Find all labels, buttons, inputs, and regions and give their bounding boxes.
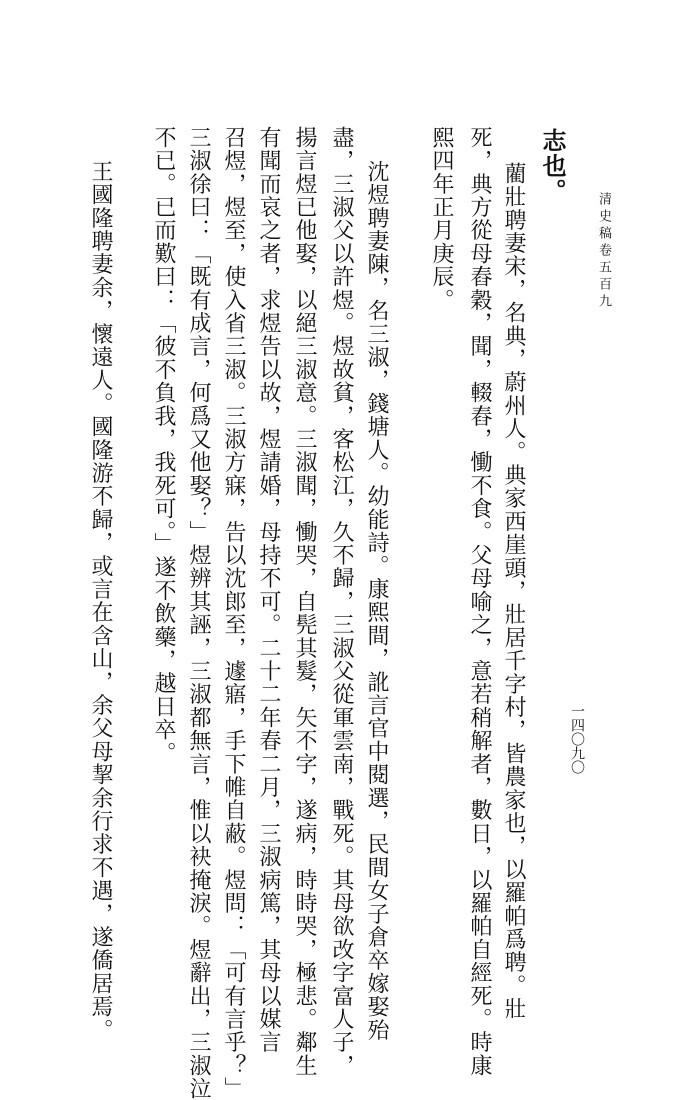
- text-column-4: 熙四年正月庚辰。: [429, 126, 454, 312]
- text-column-6: 盡，三淑父以許煜。煜故貧，客松江，久不歸，三淑父從軍雲南，戰死。其母欲改字富人子，: [329, 126, 354, 1078]
- text-column-1: 志也。: [538, 128, 567, 204]
- text-column-5: 沈煜聘妻陳，名三淑，錢塘人。幼能詩。康熙間，訛言官中閱選，民間女子倉卒嫁娶殆: [364, 160, 389, 1042]
- text-column-3: 死，典方從母舂穀，聞，輟舂，慟不食。父母喻之，意若稍解者，數日，以羅帕自經死。時康: [467, 126, 492, 1078]
- text-column-10: 三淑徐曰：「既有成言，何爲又他娶？」煜辨其誣，三淑都無言，惟以袂掩淚。煜辭出，三淑泣: [186, 126, 211, 1100]
- text-column-7: 揚言煜已他娶，以絕三淑意。三淑聞，慟哭，自髡其髮，矢不字，遂病，時時哭，極悲。鄰生: [292, 126, 317, 1078]
- page-number: 一四〇九〇: [569, 704, 585, 774]
- text-column-2: 藺壯聘妻宋，名典，蔚州人。典家西崖頭，壯居千字村，皆農家也，以羅帕爲聘。壯: [501, 162, 526, 1021]
- text-column-8: 有聞而哀之者，求煜告以故，煜請婚，母持不可。二十二年春二月，三淑病篤，其母以媒言: [256, 126, 281, 1054]
- text-column-12: 王國隆聘妻余，懷遠人。國隆游不歸，或言在含山，余父母挈余行求不遇，遂僑居焉。: [88, 160, 113, 1042]
- text-column-9: 召煜，煜至，使入省三淑。三淑方寐，告以沈郎至，遽寤，手下帷自蔽。煜問：「可有言乎？」: [221, 126, 246, 1100]
- text-column-11: 不已。已而歎曰：「彼不負我，我死可。」遂不飲藥，越日卒。: [151, 126, 176, 765]
- running-header-book-title: 清史稿卷五百九: [596, 192, 611, 311]
